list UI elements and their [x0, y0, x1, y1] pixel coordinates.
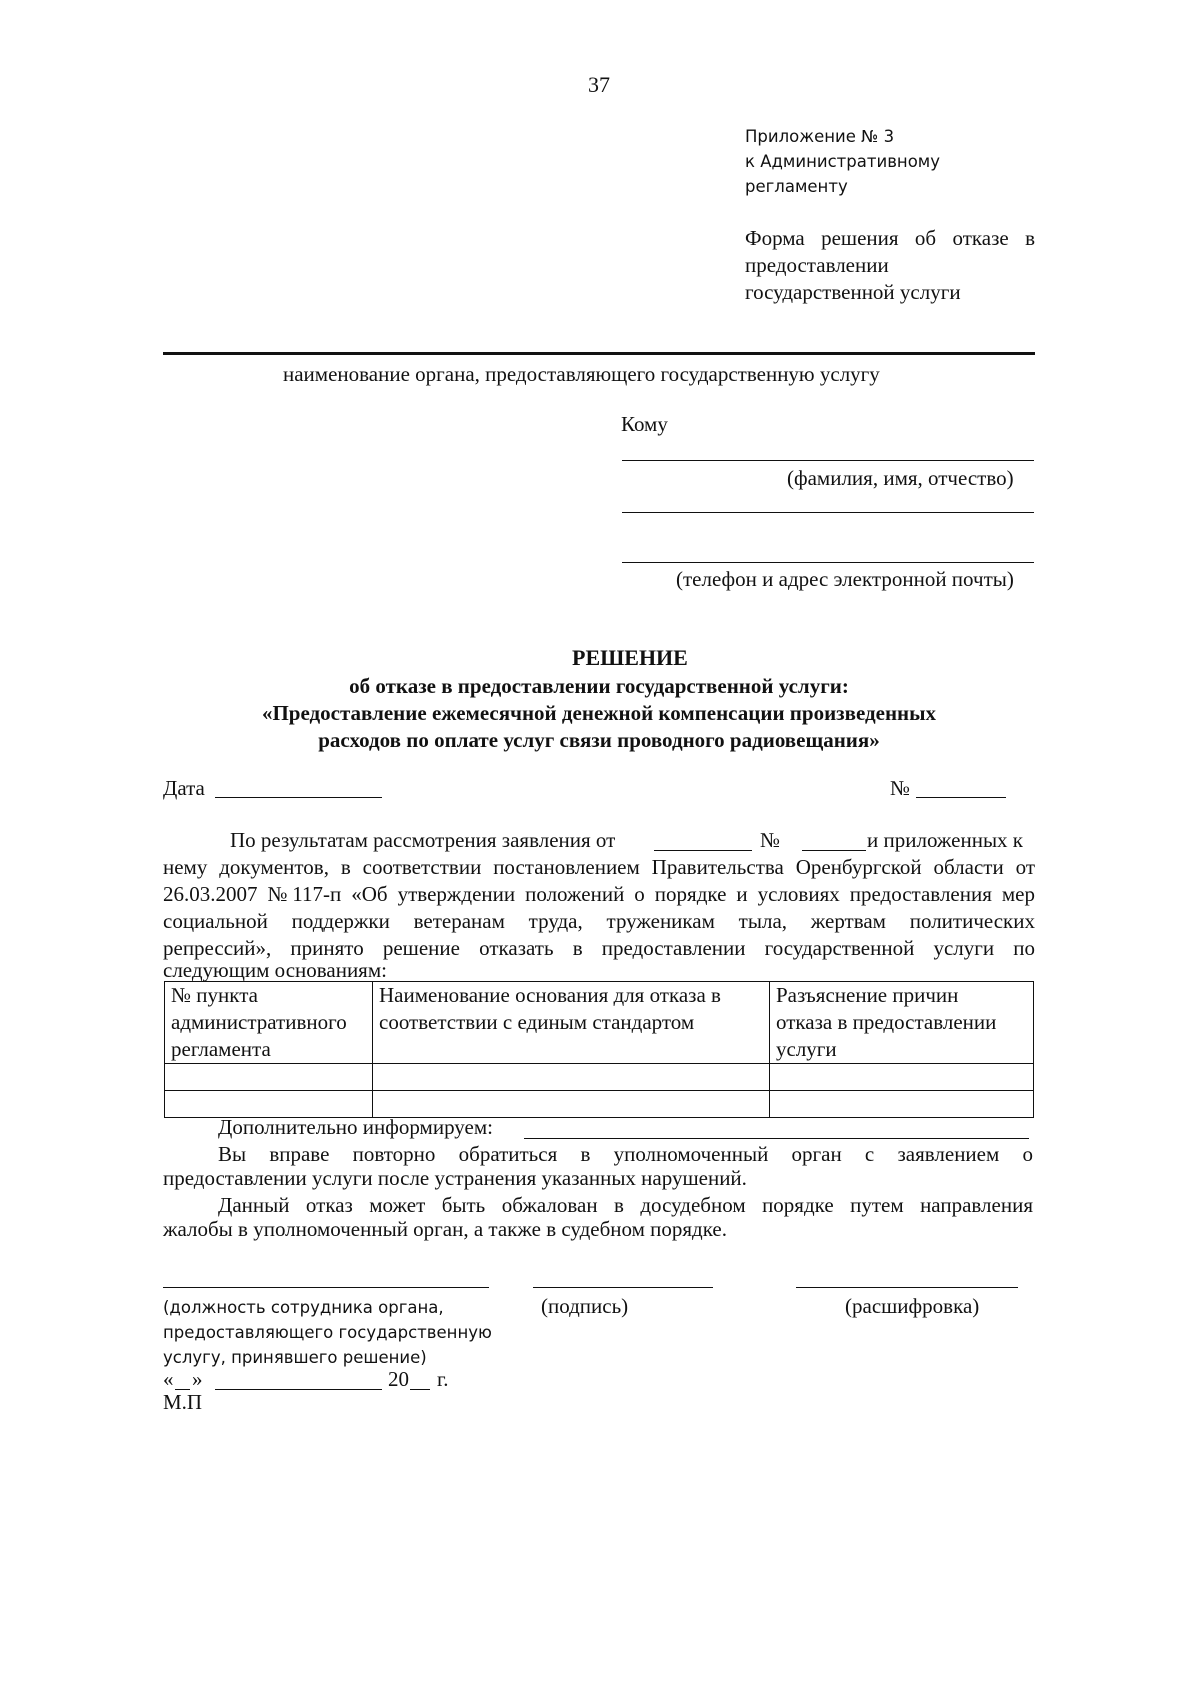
stamp-label: М.П: [163, 1390, 203, 1414]
body-line-1-b: №: [760, 828, 781, 852]
body-line-6: следующим основаниям:: [163, 958, 387, 982]
form-title-line-3: государственной услуги: [745, 280, 961, 304]
appendix-line-2: к Административному: [745, 152, 941, 171]
decode-line[interactable]: [796, 1287, 1018, 1288]
to-label: Кому: [621, 412, 668, 436]
number-field-line[interactable]: [916, 797, 1006, 798]
number-label: №: [890, 776, 911, 800]
additional-info-line[interactable]: [524, 1138, 1029, 1139]
page-number: 37: [588, 72, 610, 97]
body-line-1-a: По результатам рассмотрения заявления от: [230, 828, 616, 852]
date-field-line[interactable]: [215, 797, 382, 798]
form-title-line-2: предоставлении: [745, 253, 889, 277]
table-header-point-l2: административного: [171, 1010, 347, 1034]
table-header-point-l3: регламента: [171, 1037, 271, 1061]
sign-month-blank[interactable]: [215, 1389, 382, 1390]
body-line-5: репрессий», принято решение отказать в предоставлении государственной услуги по: [163, 936, 1035, 960]
sign-year-blank[interactable]: [410, 1389, 430, 1390]
reasons-table: [164, 981, 1034, 1118]
table-header-row: [165, 982, 1034, 1064]
table-row: [165, 1091, 1034, 1118]
recipient-contact-line: [622, 562, 1034, 563]
decode-caption: (расшифровка): [845, 1294, 980, 1318]
position-caption-line-3: услугу, принявшего решение): [163, 1348, 427, 1367]
table-header-point-l1: № пункта: [171, 983, 258, 1007]
additional-p1-line-1: Вы вправе повторно обратиться в уполномоченный орган с заявлением о: [218, 1142, 1033, 1166]
table-cell[interactable]: [373, 1091, 770, 1118]
table-header-explanation-l1: Разъяснение причин: [776, 983, 959, 1007]
form-title-line-1: Форма решения об отказе в: [745, 226, 1035, 250]
table-cell[interactable]: [770, 1091, 1034, 1118]
table-header-explanation-l2: отказа в предоставлении: [776, 1010, 997, 1034]
table-header-reason-l1: Наименование основания для отказа в: [379, 983, 721, 1007]
organ-caption: наименование органа, предоставляющего государственную услугу: [283, 362, 880, 386]
table-header-point: [165, 982, 373, 1064]
body-line-1-c: и приложенных к: [867, 828, 1024, 852]
position-caption-line-1: (должность сотрудника органа,: [163, 1298, 444, 1317]
table-cell[interactable]: [373, 1064, 770, 1091]
body-line-2: нему документов, в соответствии постановлением Правительства Оренбургской области от: [163, 855, 1035, 879]
decision-service-line-2: расходов по оплате услуг связи проводного радиовещания»: [318, 728, 880, 752]
table-cell[interactable]: [165, 1091, 373, 1118]
sign-date-close-quote: »: [192, 1367, 203, 1391]
sign-year-prefix: 20: [388, 1367, 409, 1391]
sign-year-suffix: г.: [437, 1367, 449, 1391]
additional-label: Дополнительно информируем:: [218, 1115, 493, 1139]
table-cell[interactable]: [770, 1064, 1034, 1091]
table-header-reason: [373, 982, 770, 1064]
body-line-3: 26.03.2007 №117-п «Об утверждении положений о порядке и условиях предоставления мер: [163, 882, 1035, 906]
appendix-line-3: регламенту: [745, 177, 848, 196]
application-number-blank[interactable]: [802, 850, 866, 851]
decision-title: РЕШЕНИЕ: [572, 645, 688, 670]
appendix-line-1: Приложение № 3: [745, 127, 895, 146]
recipient-name-line: [622, 460, 1034, 461]
recipient-extra-line: [622, 512, 1034, 513]
additional-p2-line-1: Данный отказ может быть обжалован в досудебном порядке путем направления: [218, 1193, 1033, 1217]
date-label: Дата: [163, 776, 205, 800]
position-caption-line-2: предоставляющего государственную: [163, 1323, 492, 1342]
table-header-reason-l2: соответствии с единым стандартом: [379, 1010, 695, 1034]
body-line-4: социальной поддержки ветеранам труда, труженикам тыла, жертвам политических: [163, 909, 1035, 933]
position-line[interactable]: [163, 1287, 489, 1288]
signature-line[interactable]: [533, 1287, 713, 1288]
additional-p2-line-2: жалобы в уполномоченный орган, а также в судебном порядке.: [163, 1217, 727, 1241]
table-header-explanation-l3: услуги: [776, 1037, 837, 1061]
table-cell[interactable]: [165, 1064, 373, 1091]
table-header-explanation: [770, 982, 1034, 1064]
additional-p1-line-2: предоставлении услуги после устранения указанных нарушений.: [163, 1166, 747, 1190]
decision-subtitle: об отказе в предоставлении государственной услуги:: [349, 674, 849, 698]
recipient-contact-caption: (телефон и адрес электронной почты): [676, 567, 1014, 591]
sign-date-open-quote: «: [163, 1367, 174, 1391]
decision-service-line-1: «Предоставление ежемесячной денежной компенсации произведенных: [261, 701, 937, 725]
recipient-name-caption: (фамилия, имя, отчество): [787, 466, 1014, 490]
organ-name-line: [163, 352, 1035, 355]
table-row: [165, 1064, 1034, 1091]
sign-caption: (подпись): [541, 1294, 629, 1318]
application-date-blank[interactable]: [654, 850, 752, 851]
